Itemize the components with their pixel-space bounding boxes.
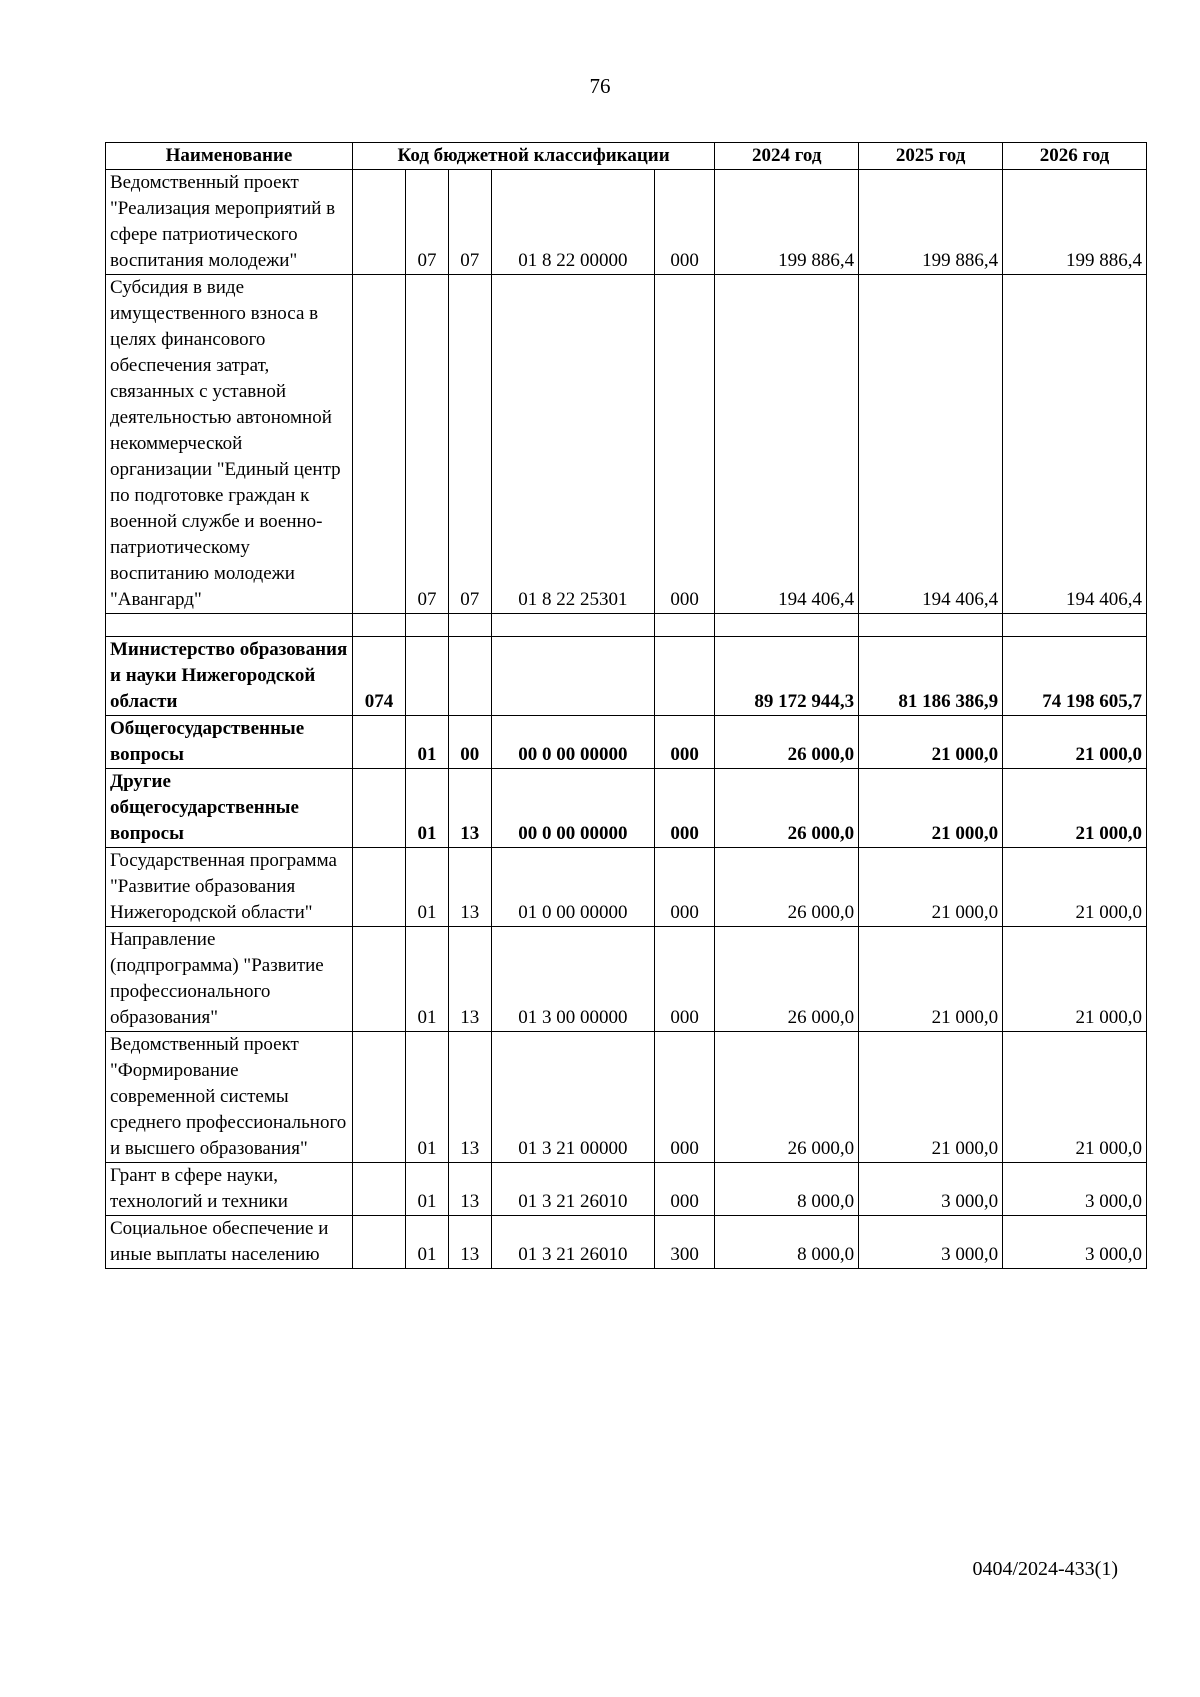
row-2026: 21 000,0 [1003, 716, 1147, 769]
row-ved [352, 848, 405, 927]
table-row [106, 1032, 1147, 1163]
row-2025: 199 886,4 [859, 170, 1003, 275]
row-rz: 01 [406, 769, 449, 848]
row-vr: 000 [655, 1163, 715, 1216]
row-pr: 13 [448, 769, 491, 848]
row-csr: 01 0 00 00000 [491, 848, 654, 927]
row-csr: 01 3 21 00000 [491, 1032, 654, 1163]
page-number: 76 [589, 74, 611, 98]
row-2024: 26 000,0 [715, 769, 859, 848]
row-csr: 01 3 21 26010 [491, 1216, 654, 1269]
row-2026: 21 000,0 [1003, 848, 1147, 927]
row-pr: 00 [448, 716, 491, 769]
row-ved [352, 1032, 405, 1163]
row-vr: 000 [655, 769, 715, 848]
row-pr: 13 [448, 927, 491, 1032]
row-csr: 01 8 22 25301 [491, 275, 654, 614]
row-pr: 13 [448, 1163, 491, 1216]
row-ved [352, 1163, 405, 1216]
row-vr: 000 [655, 927, 715, 1032]
table-row [106, 769, 1147, 848]
row-csr: 01 3 00 00000 [491, 927, 654, 1032]
row-2024: 8 000,0 [715, 1163, 859, 1216]
table-row [106, 1163, 1147, 1216]
row-ved [352, 769, 405, 848]
row-2026: 74 198 605,7 [1003, 637, 1147, 716]
row-2026: 3 000,0 [1003, 1216, 1147, 1269]
table-row [106, 275, 1147, 614]
row-name: Социальное обеспечение и иные выплаты населению [106, 1216, 353, 1269]
row-vr: 000 [655, 275, 715, 614]
row-ved [352, 170, 405, 275]
row-rz: 01 [406, 716, 449, 769]
row-2024: 26 000,0 [715, 716, 859, 769]
budget-table [105, 142, 1147, 1269]
row-name: Направление (подпрограмма) "Развитие профессионального образования" [106, 927, 353, 1032]
row-rz: 07 [406, 275, 449, 614]
row-ved [352, 927, 405, 1032]
document-code: 0404/2024-433(1) [972, 1558, 1118, 1580]
row-rz: 01 [406, 1163, 449, 1216]
table-row [106, 1216, 1147, 1269]
row-2025: 3 000,0 [859, 1216, 1003, 1269]
table-row [106, 927, 1147, 1032]
row-2025: 21 000,0 [859, 716, 1003, 769]
row-2026: 199 886,4 [1003, 170, 1147, 275]
table-header-row [106, 143, 1147, 170]
row-pr: 13 [448, 1032, 491, 1163]
row-csr [491, 637, 654, 716]
row-2024: 89 172 944,3 [715, 637, 859, 716]
row-2025: 3 000,0 [859, 1163, 1003, 1216]
row-2024: 8 000,0 [715, 1216, 859, 1269]
row-pr [448, 637, 491, 716]
row-pr: 13 [448, 848, 491, 927]
row-vr: 000 [655, 170, 715, 275]
row-2026: 21 000,0 [1003, 927, 1147, 1032]
header-2024: 2024 год [715, 143, 859, 170]
row-vr: 000 [655, 848, 715, 927]
table-row [106, 170, 1147, 275]
row-name: Государственная программа "Развитие образования Нижегородской области" [106, 848, 353, 927]
row-2024: 26 000,0 [715, 1032, 859, 1163]
header-code: Код бюджетной классификации [352, 143, 714, 170]
row-2026: 21 000,0 [1003, 769, 1147, 848]
row-2025: 21 000,0 [859, 1032, 1003, 1163]
row-csr: 01 8 22 00000 [491, 170, 654, 275]
row-name: Субсидия в виде имущественного взноса в целях финансового обеспечения затрат, связанных с уставной деятельностью автономной некоммерческой организации "Единый центр по подготовке граждан к военной службе и военно-патриотическому воспитанию молодежи "Авангард" [106, 275, 353, 614]
row-rz: 07 [406, 170, 449, 275]
row-2024: 194 406,4 [715, 275, 859, 614]
row-vr: 000 [655, 716, 715, 769]
row-ved [352, 1216, 405, 1269]
row-vr [655, 637, 715, 716]
row-2024: 26 000,0 [715, 848, 859, 927]
row-name: Министерство образования и науки Нижегородской области [106, 637, 353, 716]
row-name: Другие общегосударственные вопросы [106, 769, 353, 848]
table-row [106, 848, 1147, 927]
row-rz: 01 [406, 927, 449, 1032]
header-2026: 2026 год [1003, 143, 1147, 170]
row-2025: 21 000,0 [859, 848, 1003, 927]
row-name: Ведомственный проект "Формирование современной системы среднего профессионального и высшего образования" [106, 1032, 353, 1163]
row-csr: 00 0 00 00000 [491, 769, 654, 848]
row-2025: 81 186 386,9 [859, 637, 1003, 716]
row-2024: 199 886,4 [715, 170, 859, 275]
spacer-row [106, 614, 1147, 637]
row-pr: 13 [448, 1216, 491, 1269]
row-2026: 3 000,0 [1003, 1163, 1147, 1216]
row-2026: 194 406,4 [1003, 275, 1147, 614]
row-ved: 074 [352, 637, 405, 716]
header-name: Наименование [106, 143, 353, 170]
table-row [106, 637, 1147, 716]
row-ved [352, 716, 405, 769]
row-2026: 21 000,0 [1003, 1032, 1147, 1163]
row-ved [352, 275, 405, 614]
row-2025: 21 000,0 [859, 769, 1003, 848]
row-pr: 07 [448, 275, 491, 614]
row-rz: 01 [406, 1032, 449, 1163]
row-name: Ведомственный проект "Реализация мероприятий в сфере патриотического воспитания молодежи" [106, 170, 353, 275]
row-vr: 000 [655, 1032, 715, 1163]
row-pr: 07 [448, 170, 491, 275]
row-rz: 01 [406, 848, 449, 927]
row-2025: 21 000,0 [859, 927, 1003, 1032]
row-csr: 00 0 00 00000 [491, 716, 654, 769]
row-vr: 300 [655, 1216, 715, 1269]
row-2025: 194 406,4 [859, 275, 1003, 614]
row-name: Грант в сфере науки, технологий и техники [106, 1163, 353, 1216]
row-csr: 01 3 21 26010 [491, 1163, 654, 1216]
row-2024: 26 000,0 [715, 927, 859, 1032]
row-rz [406, 637, 449, 716]
table-row [106, 716, 1147, 769]
header-2025: 2025 год [859, 143, 1003, 170]
row-rz: 01 [406, 1216, 449, 1269]
row-name: Общегосударственные вопросы [106, 716, 353, 769]
